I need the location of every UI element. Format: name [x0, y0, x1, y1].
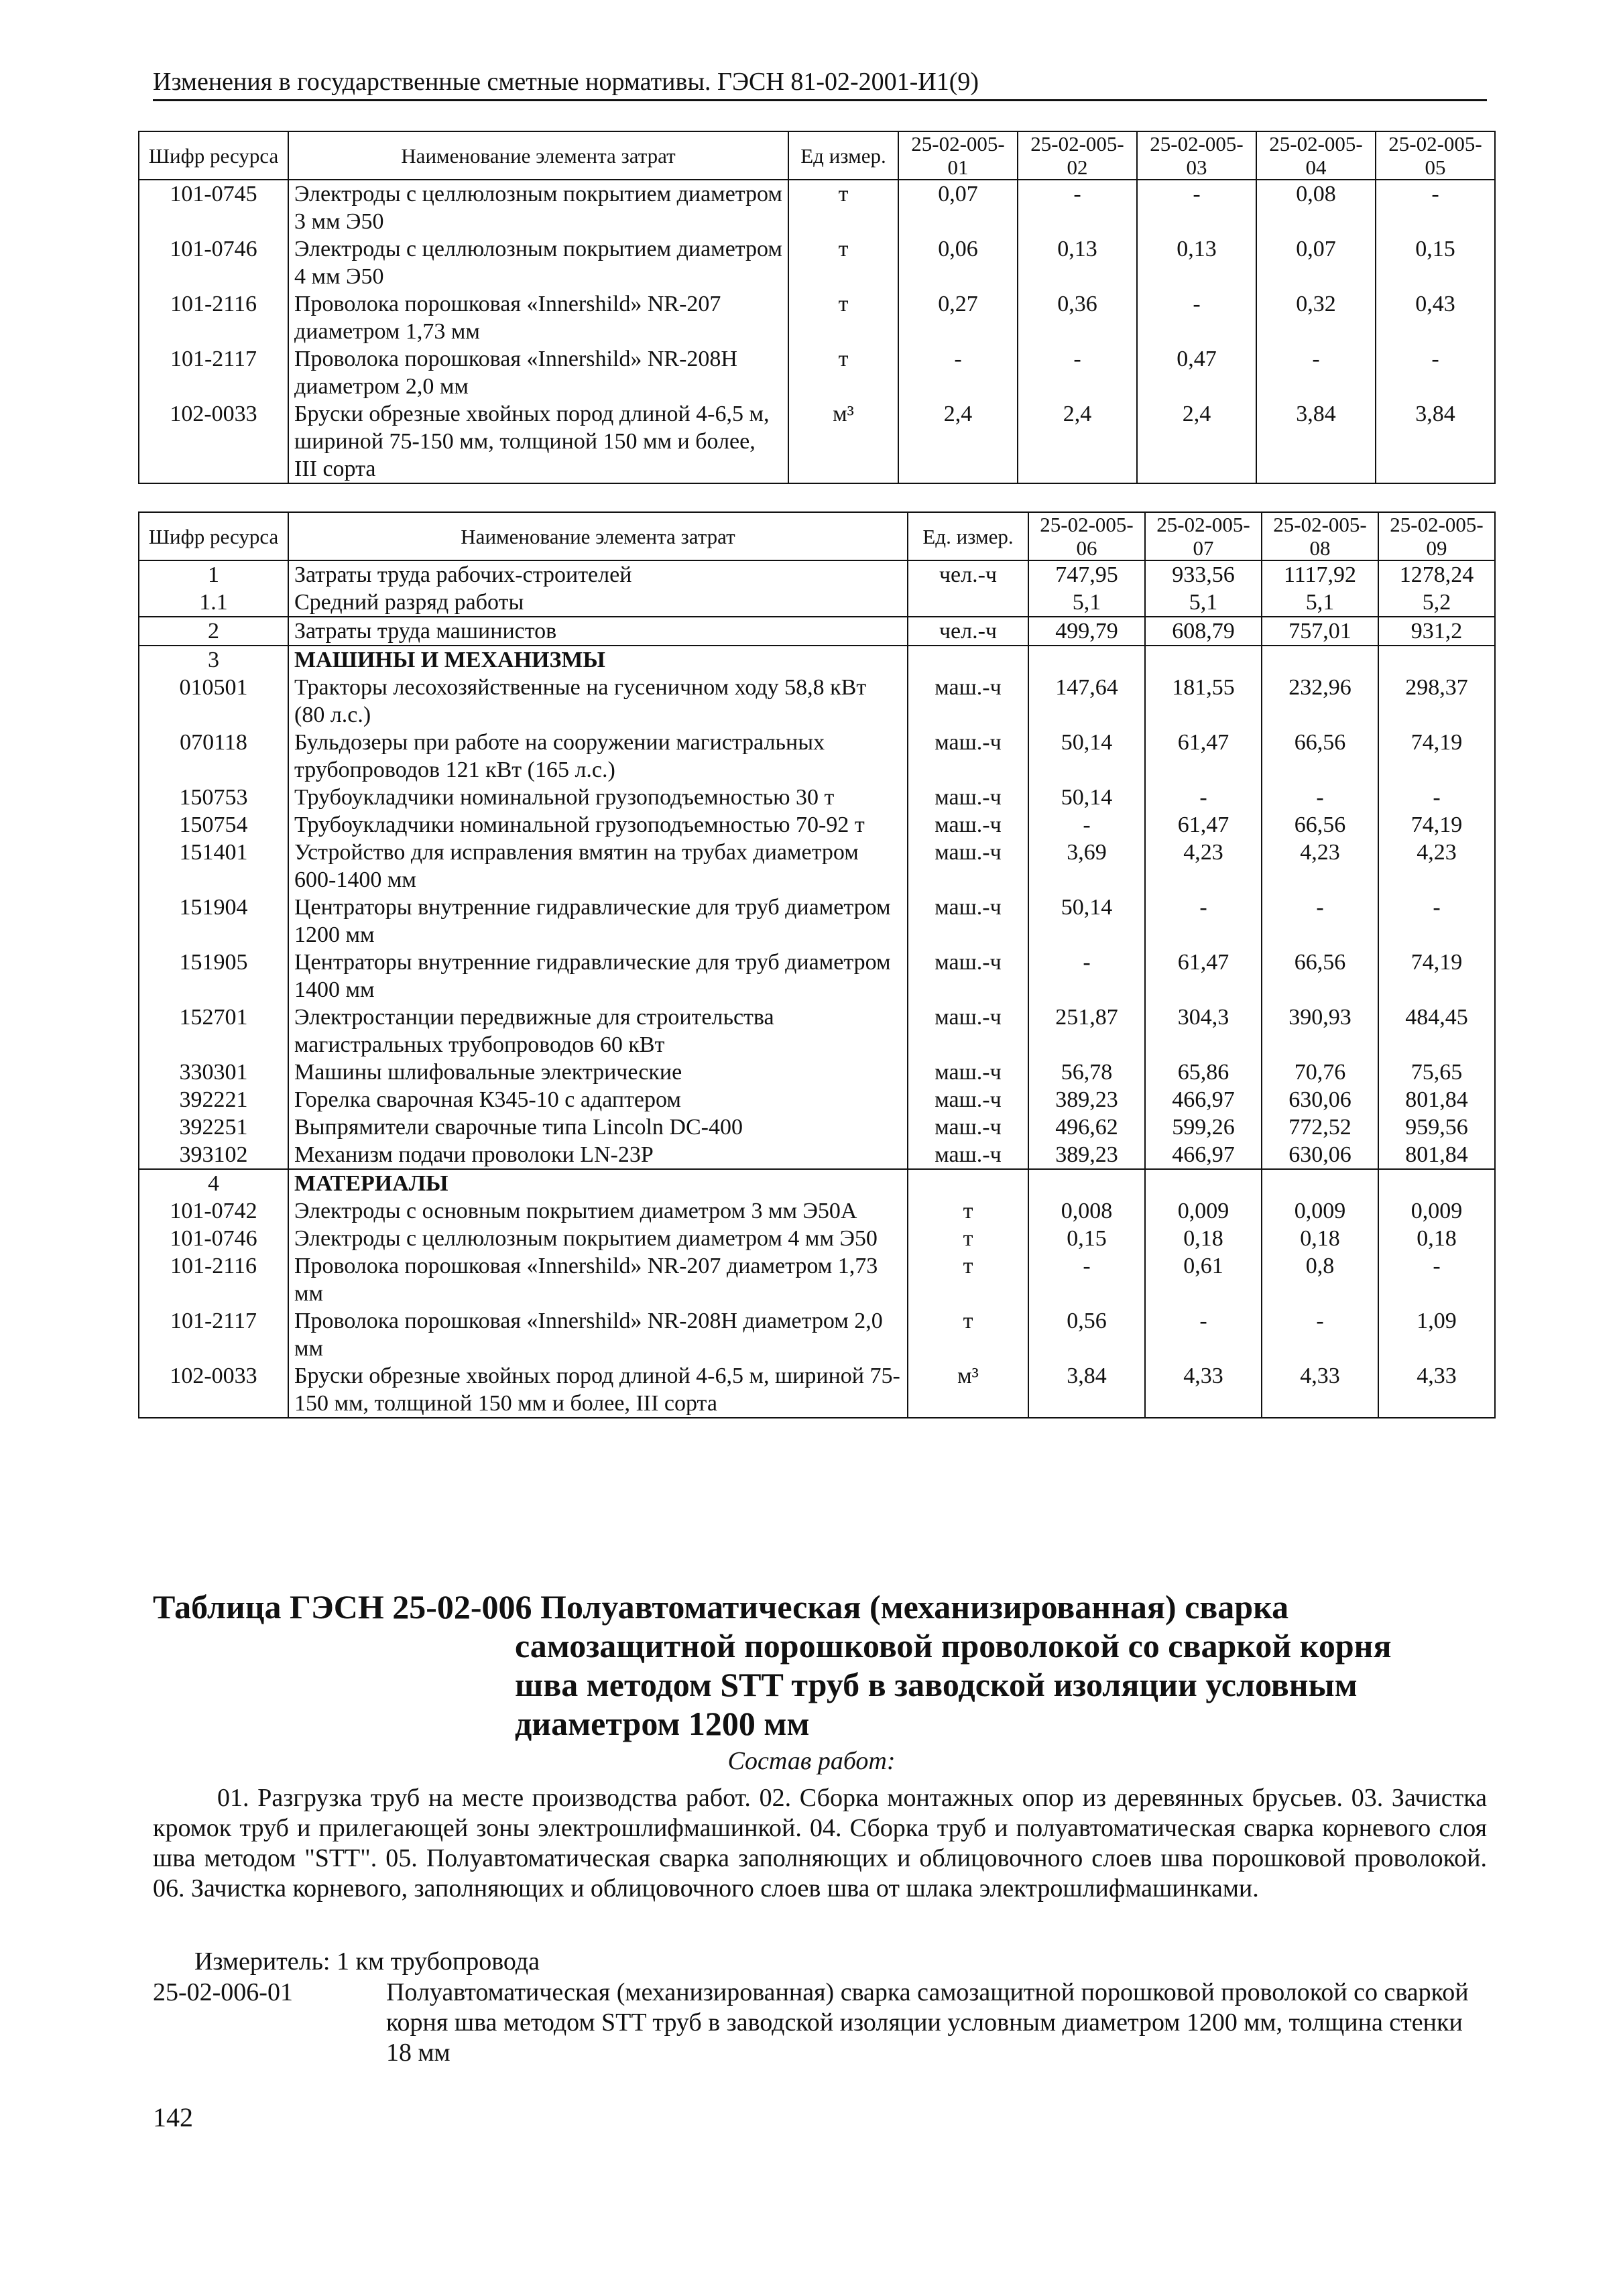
resource-value: - — [1378, 1252, 1495, 1307]
resource-code: 101-2116 — [139, 1252, 288, 1307]
resource-unit: маш.-ч — [908, 1113, 1028, 1141]
resource-value: 608,79 — [1145, 617, 1262, 646]
resource-unit: т — [788, 235, 898, 290]
resource-name: Средний разряд работы — [288, 589, 908, 617]
resource-value: 0,8 — [1262, 1252, 1378, 1307]
col-header-name: Наименование элемента затрат — [288, 131, 788, 180]
table-row — [139, 345, 1495, 400]
resource-value: 65,86 — [1145, 1059, 1262, 1086]
resource-value: 232,96 — [1262, 674, 1378, 729]
resource-value: 496,62 — [1028, 1113, 1145, 1141]
resource-value: 0,06 — [898, 235, 1018, 290]
resource-value: 147,64 — [1028, 674, 1145, 729]
resource-unit: т — [908, 1307, 1028, 1362]
table-title — [153, 1587, 1487, 1743]
resource-name: Электроды с целлюлозным покрытием диаметром 3 мм Э50 — [288, 180, 788, 235]
resource-value: - — [1262, 1307, 1378, 1362]
table-header-row — [139, 512, 1495, 560]
resource-unit: чел.-ч — [908, 617, 1028, 646]
resource-value: - — [1028, 1252, 1145, 1307]
resource-value: 0,08 — [1256, 180, 1376, 235]
resource-value: - — [1378, 894, 1495, 949]
resource-name: Бруски обрезные хвойных пород длиной 4-6,5 м, шириной 75-150 мм, толщиной 150 мм и более, III сорта — [288, 1362, 908, 1418]
table-row — [139, 617, 1495, 646]
resource-unit: маш.-ч — [908, 811, 1028, 839]
resource-value: 0,009 — [1262, 1197, 1378, 1225]
resource-code: 070118 — [139, 729, 288, 784]
resource-unit: маш.-ч — [908, 1141, 1028, 1169]
resource-value: 4,23 — [1378, 839, 1495, 894]
resource-name: Электроды с целлюлозным покрытием диаметром 4 мм Э50 — [288, 1225, 908, 1252]
resource-value: 61,47 — [1145, 811, 1262, 839]
resource-name: Устройство для исправления вмятин на трубах диаметром 600-1400 мм — [288, 839, 908, 894]
resource-value: 66,56 — [1262, 729, 1378, 784]
resource-value: 466,97 — [1145, 1141, 1262, 1169]
resources-table-2 — [138, 511, 1496, 1418]
resource-value: - — [1262, 784, 1378, 811]
resource-code: 151905 — [139, 949, 288, 1004]
resource-value: 5,1 — [1262, 589, 1378, 617]
resource-value: - — [1018, 180, 1137, 235]
col-header-rate: 25-02-005-08 — [1262, 512, 1378, 560]
resource-value — [1262, 646, 1378, 674]
resource-unit: т — [788, 345, 898, 400]
resource-code: 102-0033 — [139, 400, 288, 483]
resource-value: 0,18 — [1262, 1225, 1378, 1252]
resource-code: 101-2117 — [139, 345, 288, 400]
resource-value: - — [1256, 345, 1376, 400]
table-row — [139, 1225, 1495, 1252]
resource-value — [1145, 1169, 1262, 1197]
col-header-rate: 25-02-005-01 — [898, 131, 1018, 180]
resource-unit — [908, 589, 1028, 617]
resource-value: 0,13 — [1018, 235, 1137, 290]
col-header-code: Шифр ресурса — [139, 512, 288, 560]
resource-name: Затраты труда машинистов — [288, 617, 908, 646]
table-row — [139, 1059, 1495, 1086]
resource-name: МАШИНЫ И МЕХАНИЗМЫ — [288, 646, 908, 674]
table-row — [139, 1086, 1495, 1113]
resource-value: 0,36 — [1018, 290, 1137, 345]
resource-value: 933,56 — [1145, 560, 1262, 589]
resource-value: - — [1018, 345, 1137, 400]
resource-value: 0,32 — [1256, 290, 1376, 345]
table-row — [139, 560, 1495, 589]
resource-value: 3,84 — [1028, 1362, 1145, 1418]
resource-value: 4,33 — [1262, 1362, 1378, 1418]
resource-name: Машины шлифовальные электрические — [288, 1059, 908, 1086]
resource-value: 70,76 — [1262, 1059, 1378, 1086]
resource-value: 1278,24 — [1378, 560, 1495, 589]
table-row — [139, 1169, 1495, 1197]
col-header-rate: 25-02-005-07 — [1145, 512, 1262, 560]
resource-value: 5,1 — [1145, 589, 1262, 617]
resource-value: 959,56 — [1378, 1113, 1495, 1141]
resource-value: 0,47 — [1137, 345, 1256, 400]
resource-value: 56,78 — [1028, 1059, 1145, 1086]
resource-name: Проволока порошковая «Innershild» NR-207 диаметром 1,73 мм — [288, 1252, 908, 1307]
resource-unit: м³ — [788, 400, 898, 483]
resource-value: 5,2 — [1378, 589, 1495, 617]
resource-code: 393102 — [139, 1141, 288, 1169]
resources-table-1 — [138, 131, 1496, 484]
resource-value — [1145, 646, 1262, 674]
resource-unit: чел.-ч — [908, 560, 1028, 589]
resource-value: 0,009 — [1145, 1197, 1262, 1225]
resource-value: - — [1262, 894, 1378, 949]
resource-code: 151401 — [139, 839, 288, 894]
resource-value: 0,18 — [1378, 1225, 1495, 1252]
resource-value: 50,14 — [1028, 784, 1145, 811]
resource-code: 150754 — [139, 811, 288, 839]
resource-value: 3,84 — [1256, 400, 1376, 483]
resource-value: 747,95 — [1028, 560, 1145, 589]
rate-code: 25-02-006-01 — [153, 1978, 293, 2006]
resource-value: 931,2 — [1378, 617, 1495, 646]
resource-value: 630,06 — [1262, 1141, 1378, 1169]
resource-value: 0,61 — [1145, 1252, 1262, 1307]
resource-name: Трубоукладчики номинальной грузоподъемностью 70-92 т — [288, 811, 908, 839]
resource-unit: т — [788, 290, 898, 345]
table-row — [139, 1113, 1495, 1141]
resource-code: 392251 — [139, 1113, 288, 1141]
resource-name: Электроды с целлюлозным покрытием диаметром 4 мм Э50 — [288, 235, 788, 290]
resource-value: 4,33 — [1145, 1362, 1262, 1418]
resource-value: - — [898, 345, 1018, 400]
resource-value: - — [1137, 290, 1256, 345]
resource-value: 0,07 — [898, 180, 1018, 235]
resource-name: Проволока порошковая «Innershild» NR-207 диаметром 1,73 мм — [288, 290, 788, 345]
resource-code: 101-0742 — [139, 1197, 288, 1225]
resource-value: 1,09 — [1378, 1307, 1495, 1362]
resource-code: 152701 — [139, 1004, 288, 1059]
resource-value: 1117,92 — [1262, 560, 1378, 589]
col-header-name: Наименование элемента затрат — [288, 512, 908, 560]
resource-value — [1378, 1169, 1495, 1197]
resource-value: 74,19 — [1378, 949, 1495, 1004]
resource-name: Бульдозеры при работе на сооружении магистральных трубопроводов 121 кВт (165 л.с.) — [288, 729, 908, 784]
table-row — [139, 1197, 1495, 1225]
table-row — [139, 811, 1495, 839]
resource-unit: маш.-ч — [908, 674, 1028, 729]
table-row — [139, 180, 1495, 235]
resource-name: Центраторы внутренние гидравлические для труб диаметром 1400 мм — [288, 949, 908, 1004]
resource-code: 101-2117 — [139, 1307, 288, 1362]
resource-value: 75,65 — [1378, 1059, 1495, 1086]
resource-unit: маш.-ч — [908, 839, 1028, 894]
col-header-rate: 25-02-005-06 — [1028, 512, 1145, 560]
table-row — [139, 400, 1495, 483]
page-number: 142 — [153, 2102, 193, 2132]
table-row — [139, 729, 1495, 784]
table-row — [139, 894, 1495, 949]
resource-value: 0,18 — [1145, 1225, 1262, 1252]
table-row — [139, 674, 1495, 729]
resource-value: 251,87 — [1028, 1004, 1145, 1059]
resource-unit: т — [908, 1225, 1028, 1252]
resource-unit: маш.-ч — [908, 784, 1028, 811]
resource-value: 50,14 — [1028, 894, 1145, 949]
col-header-rate: 25-02-005-04 — [1256, 131, 1376, 180]
col-header-rate: 25-02-005-09 — [1378, 512, 1495, 560]
table-row — [139, 290, 1495, 345]
resource-value: 2,4 — [1018, 400, 1137, 483]
col-header-unit: Ед измер. — [788, 131, 898, 180]
resource-code: 3 — [139, 646, 288, 674]
resource-value: 61,47 — [1145, 949, 1262, 1004]
resource-value: 0,56 — [1028, 1307, 1145, 1362]
resource-code: 1 — [139, 560, 288, 589]
resource-value: - — [1378, 784, 1495, 811]
resource-name: Электроды с основным покрытием диаметром 3 мм Э50А — [288, 1197, 908, 1225]
resource-value: 181,55 — [1145, 674, 1262, 729]
resource-value: 772,52 — [1262, 1113, 1378, 1141]
resource-value: 3,84 — [1376, 400, 1495, 483]
resource-unit — [908, 646, 1028, 674]
resource-value: 0,15 — [1376, 235, 1495, 290]
table-row — [139, 646, 1495, 674]
resource-unit: т — [908, 1252, 1028, 1307]
col-header-rate: 25-02-005-02 — [1018, 131, 1137, 180]
resource-value: - — [1145, 784, 1262, 811]
work-composition-heading: Состав работ: — [727, 1747, 896, 1775]
resource-code: 392221 — [139, 1086, 288, 1113]
resource-value: - — [1145, 1307, 1262, 1362]
resource-value: 0,27 — [898, 290, 1018, 345]
resource-name: Проволока порошковая «Innershild» NR-208H диаметром 2,0 мм — [288, 1307, 908, 1362]
col-header-code: Шифр ресурса — [139, 131, 288, 180]
resource-value: 466,97 — [1145, 1086, 1262, 1113]
resource-name: Электростанции передвижные для строительства магистральных трубопроводов 60 кВт — [288, 1004, 908, 1059]
resource-code: 2 — [139, 617, 288, 646]
resource-name: Механизм подачи проволоки LN-23P — [288, 1141, 908, 1169]
resource-unit: маш.-ч — [908, 729, 1028, 784]
resource-value: 630,06 — [1262, 1086, 1378, 1113]
meter-text: Измеритель: 1 км трубопровода — [194, 1947, 540, 1976]
resource-value: 298,37 — [1378, 674, 1495, 729]
resource-code: 4 — [139, 1169, 288, 1197]
resource-value: - — [1028, 949, 1145, 1004]
resource-value: 2,4 — [898, 400, 1018, 483]
resource-code: 151904 — [139, 894, 288, 949]
resource-value: - — [1145, 894, 1262, 949]
table-title-line: диаметром 1200 мм — [515, 1705, 810, 1742]
resource-value: 4,33 — [1378, 1362, 1495, 1418]
resource-code: 330301 — [139, 1059, 288, 1086]
resource-value: - — [1137, 180, 1256, 235]
resource-value: 61,47 — [1145, 729, 1262, 784]
table-row — [139, 1252, 1495, 1307]
resource-code: 101-2116 — [139, 290, 288, 345]
resource-value — [1028, 1169, 1145, 1197]
table-title-line: Таблица ГЭСН 25-02-006 Полуавтоматическая (механизированная) сварка — [153, 1588, 1289, 1626]
table-row — [139, 235, 1495, 290]
table-row — [139, 949, 1495, 1004]
resource-value: 599,26 — [1145, 1113, 1262, 1141]
table-row — [139, 589, 1495, 617]
resource-name: МАТЕРИАЛЫ — [288, 1169, 908, 1197]
resource-unit: м³ — [908, 1362, 1028, 1418]
resource-unit: т — [788, 180, 898, 235]
resource-value: 801,84 — [1378, 1141, 1495, 1169]
resource-code: 101-0746 — [139, 1225, 288, 1252]
resource-value: 74,19 — [1378, 729, 1495, 784]
resource-code: 102-0033 — [139, 1362, 288, 1418]
table-row — [139, 1004, 1495, 1059]
resource-unit: маш.-ч — [908, 894, 1028, 949]
resource-value: - — [1028, 811, 1145, 839]
resource-value: 0,009 — [1378, 1197, 1495, 1225]
resource-value: 0,008 — [1028, 1197, 1145, 1225]
resource-unit: маш.-ч — [908, 1004, 1028, 1059]
resource-unit: маш.-ч — [908, 1086, 1028, 1113]
table-header-row — [139, 131, 1495, 180]
resource-value: 484,45 — [1378, 1004, 1495, 1059]
table-row — [139, 1362, 1495, 1418]
resource-name: Проволока порошковая «Innershild» NR-208H диаметром 2,0 мм — [288, 345, 788, 400]
resource-name: Затраты труда рабочих-строителей — [288, 560, 908, 589]
table-title-line: шва методом STT труб в заводской изоляции условным — [515, 1666, 1358, 1703]
resource-name: Выпрямители сварочные типа Lincoln DC-400 — [288, 1113, 908, 1141]
table-title-line: самозащитной порошковой проволокой со сваркой корня — [515, 1627, 1392, 1665]
resource-value: - — [1376, 345, 1495, 400]
table-row — [139, 1141, 1495, 1169]
resource-value: 4,23 — [1262, 839, 1378, 894]
resource-value: 389,23 — [1028, 1141, 1145, 1169]
rate-description: Полуавтоматическая (механизированная) сварка самозащитной порошковой проволокой со сваркой корня шва методом STT труб в заводской изоляции условным диаметром 1200 мм, толщина стенки 18 мм — [386, 1978, 1469, 2067]
resource-value: 499,79 — [1028, 617, 1145, 646]
resource-value: 66,56 — [1262, 949, 1378, 1004]
resource-value: 3,69 — [1028, 839, 1145, 894]
col-header-rate: 25-02-005-05 — [1376, 131, 1495, 180]
resource-name: Горелка сварочная К345-10 с адаптером — [288, 1086, 908, 1113]
resource-value: 0,15 — [1028, 1225, 1145, 1252]
resource-value: 0,07 — [1256, 235, 1376, 290]
table-row — [139, 1307, 1495, 1362]
col-header-unit: Ед. измер. — [908, 512, 1028, 560]
work-composition-text: 01. Разгрузка труб на месте производства работ. 02. Сборка монтажных опор из деревянных брусьев. 03. Зачистка кромок труб и прилегающей зоны электрошлифмашинкой. 04. Сборка труб и полуавтоматическая сварка корневого слоя шва методом "STT". 05. Полуавтоматическая сварка заполняющих и облицовочного слоев шва порошковой проволокой. 06. Зачистка корневого, заполняющих и облицовочного слоев шва от шлака электрошлифмашинками. — [153, 1784, 1487, 1902]
resource-value: 390,93 — [1262, 1004, 1378, 1059]
resource-value: 0,13 — [1137, 235, 1256, 290]
resource-value: 0,43 — [1376, 290, 1495, 345]
resource-unit: маш.-ч — [908, 1059, 1028, 1086]
resource-value: 50,14 — [1028, 729, 1145, 784]
resource-value: 5,1 — [1028, 589, 1145, 617]
resource-value: 304,3 — [1145, 1004, 1262, 1059]
resource-value: 389,23 — [1028, 1086, 1145, 1113]
table-row — [139, 784, 1495, 811]
resource-value: 2,4 — [1137, 400, 1256, 483]
resource-unit — [908, 1169, 1028, 1197]
resource-name: Трубоукладчики номинальной грузоподъемностью 30 т — [288, 784, 908, 811]
resource-value: 74,19 — [1378, 811, 1495, 839]
resource-code: 1.1 — [139, 589, 288, 617]
resource-code: 101-0745 — [139, 180, 288, 235]
resource-value — [1378, 646, 1495, 674]
resource-value: 801,84 — [1378, 1086, 1495, 1113]
resource-code: 010501 — [139, 674, 288, 729]
resource-value: 66,56 — [1262, 811, 1378, 839]
resource-value — [1028, 646, 1145, 674]
resource-code: 101-0746 — [139, 235, 288, 290]
resource-name: Тракторы лесохозяйственные на гусеничном ходу 58,8 кВт (80 л.с.) — [288, 674, 908, 729]
resource-unit: маш.-ч — [908, 949, 1028, 1004]
resource-value: 757,01 — [1262, 617, 1378, 646]
resource-code: 150753 — [139, 784, 288, 811]
page-header: Изменения в государственные сметные нормативы. ГЭСН 81-02-2001-И1(9) — [153, 66, 1487, 101]
col-header-rate: 25-02-005-03 — [1137, 131, 1256, 180]
resource-value: 4,23 — [1145, 839, 1262, 894]
table-row — [139, 839, 1495, 894]
resource-value — [1262, 1169, 1378, 1197]
resource-unit: т — [908, 1197, 1028, 1225]
resource-name: Бруски обрезные хвойных пород длиной 4-6,5 м, шириной 75-150 мм, толщиной 150 мм и более, III сорта — [288, 400, 788, 483]
resource-name: Центраторы внутренние гидравлические для труб диаметром 1200 мм — [288, 894, 908, 949]
resource-value: - — [1376, 180, 1495, 235]
